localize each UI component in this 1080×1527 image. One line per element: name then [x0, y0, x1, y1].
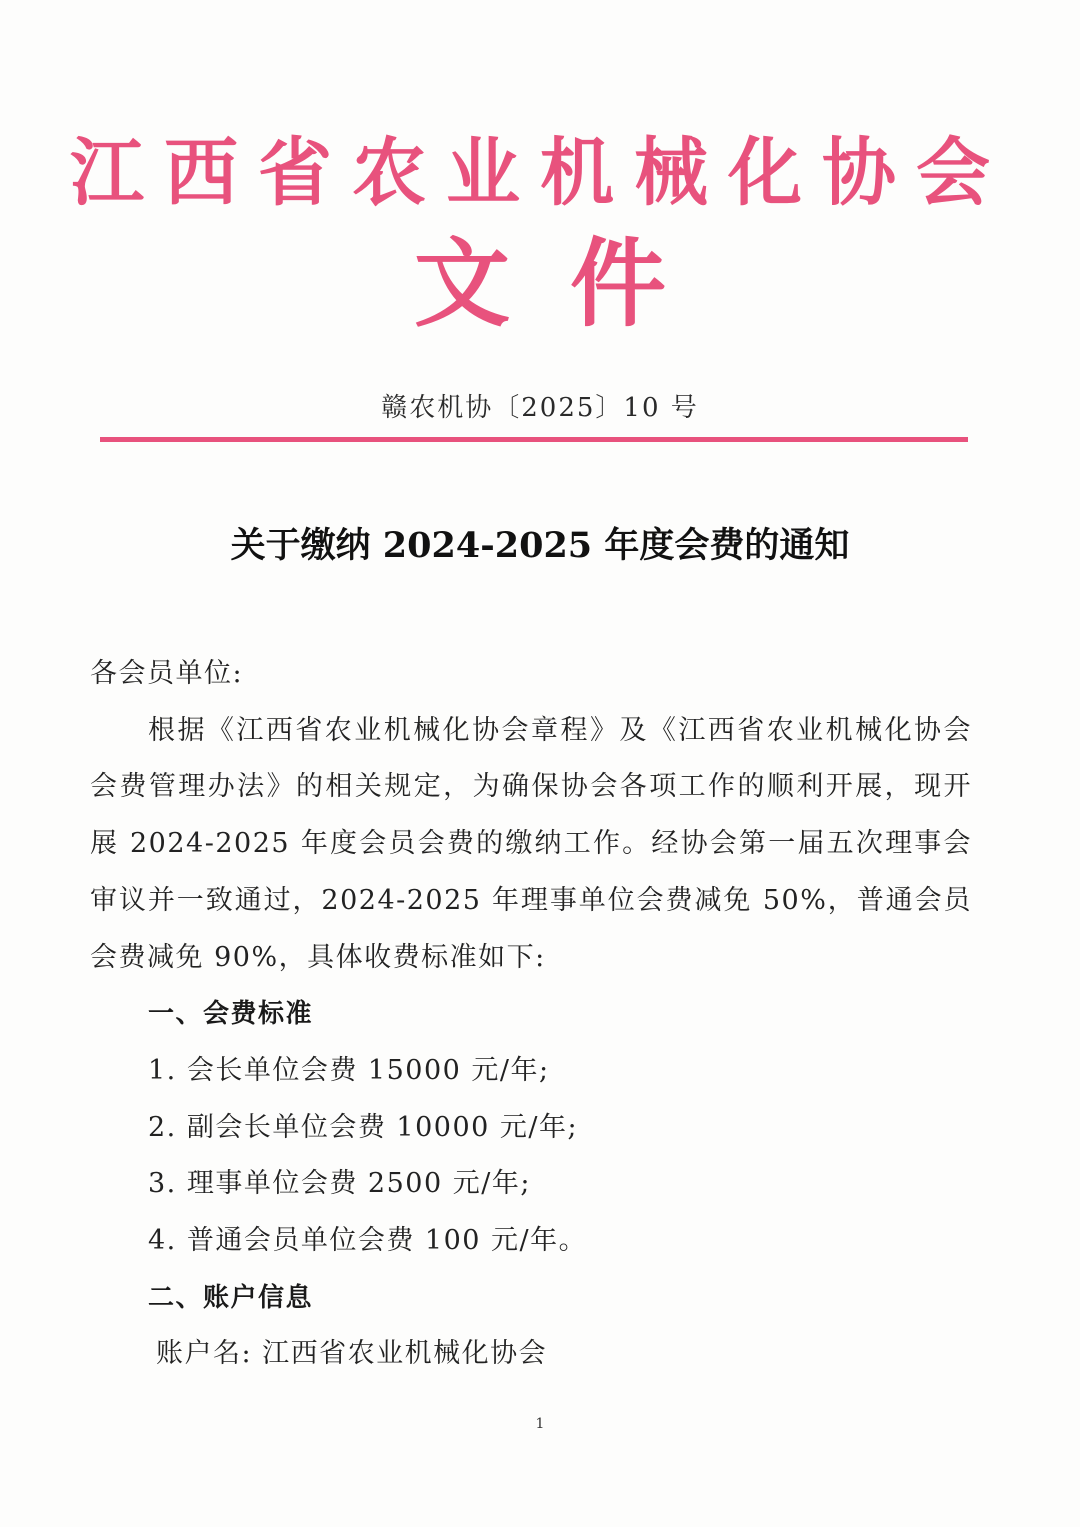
notice-title: 关于缴纳 2024-2025 年度会费的通知: [230, 525, 850, 566]
document-type-title: 文件: [414, 228, 726, 340]
section-heading-account-info: 二、账户信息: [148, 1282, 314, 1313]
notice-body: [90, 646, 972, 1383]
fee-item-vice-president: 2. 副会长单位会费 10000 元/年;: [148, 1111, 579, 1143]
body-paragraph: 根据《江西省农业机械化协会章程》及《江西省农业机械化协会会费管理办法》的相关规定，为确保协会各项工作的顺利开展，现开展 2024-2025 年度会员会费的缴纳工作。经协会第一届五次理事会审议并一致通过，2024-2025 年理事单位会费减免 50%，普通会员会费减免 90%，具体收费标准如下:: [90, 714, 972, 973]
red-divider-line: [100, 437, 968, 442]
account-name: 账户名: 江西省农业机械化协会: [156, 1338, 548, 1370]
fee-item-president: 1. 会长单位会费 15000 元/年;: [148, 1054, 550, 1086]
page-number: 1: [535, 1416, 545, 1432]
document-number: 赣农机协〔2025〕10 号: [381, 393, 699, 423]
fee-item-ordinary-member: 4. 普通会员单位会费 100 元/年。: [148, 1225, 588, 1257]
organization-title: 江西省农业机械化协会: [70, 130, 1010, 216]
fee-item-director: 3. 理事单位会费 2500 元/年;: [148, 1168, 531, 1200]
salutation: 各会员单位:: [90, 658, 244, 689]
section-heading-fee-standard: 一、会费标准: [148, 999, 314, 1030]
